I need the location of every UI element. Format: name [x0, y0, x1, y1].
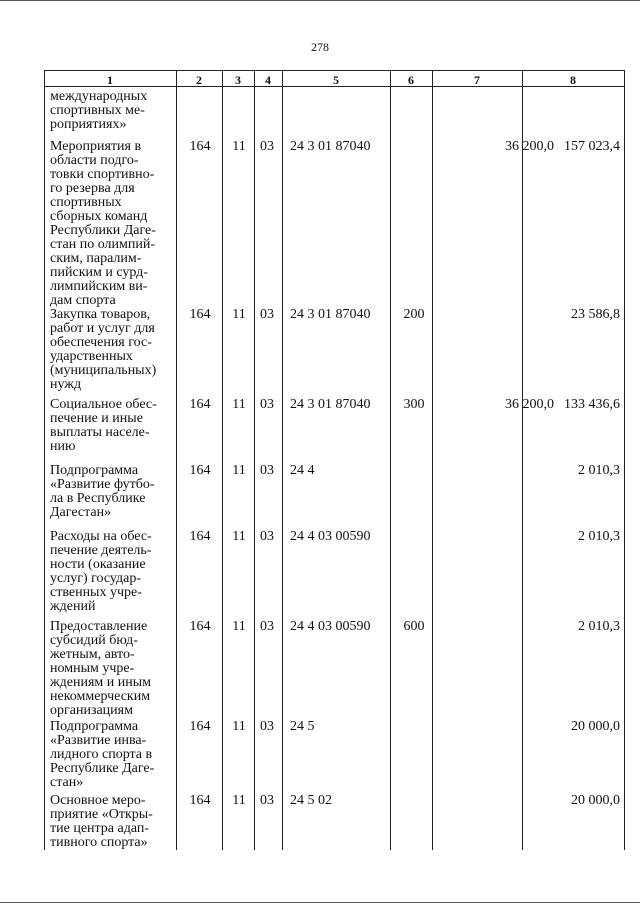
column-divider — [624, 70, 625, 850]
column-divider — [176, 70, 177, 850]
row-target-article: 24 3 01 87040 — [290, 139, 371, 154]
scan-bottom-edge — [0, 902, 640, 903]
row-subsection: 03 — [260, 307, 274, 322]
header-col-2: 2 — [196, 73, 202, 87]
row-grbs: 164 — [189, 529, 211, 544]
header-col-4: 4 — [265, 73, 271, 87]
row-grbs: 164 — [189, 463, 211, 478]
row-section: 11 — [232, 139, 246, 154]
row-name: Основное меро- приятие «Откры- тие центра адап- тивного спорта» — [50, 793, 153, 850]
budget-table — [44, 70, 625, 850]
row-name: Предоставление субсидий бюд- жетным, авто- номным учре- ждениям и иным некоммерческим организациям — [50, 619, 152, 718]
row-subsection: 03 — [260, 793, 274, 808]
row-grbs: 164 — [189, 793, 211, 808]
header-col-3: 3 — [235, 73, 241, 87]
header-col-8: 8 — [570, 73, 576, 87]
row-name: Расходы на обес- печение деятель- ности (оказание услуг) государ- ственных учре- ждений — [50, 529, 152, 614]
column-divider — [282, 70, 283, 850]
row-subsection: 03 — [260, 619, 274, 634]
row-grbs: 164 — [189, 719, 211, 734]
row-target-article: 24 3 01 87040 — [290, 307, 371, 322]
row-target-article: 24 5 — [290, 719, 315, 734]
row-value-col8: 2 010,3 — [578, 529, 620, 544]
column-divider — [254, 70, 255, 850]
row-section: 11 — [232, 719, 246, 734]
row-grbs: 164 — [189, 619, 211, 634]
row-expense-type: 300 — [403, 397, 425, 412]
column-divider — [522, 70, 523, 850]
row-value-col8: 2 010,3 — [578, 619, 620, 634]
row-subsection: 03 — [260, 719, 274, 734]
row-value-col7: 36 200,0 — [505, 397, 554, 412]
row-target-article: 24 4 — [290, 463, 315, 478]
header-col-6: 6 — [408, 73, 414, 87]
row-section: 11 — [232, 307, 246, 322]
row-subsection: 03 — [260, 139, 274, 154]
row-expense-type: 600 — [403, 619, 425, 634]
row-value-col8: 23 586,8 — [571, 307, 620, 322]
row-name: Мероприятия в области подго- товки спортивно- го резерва для спортивных сборных команд Республики Даге- стан по олимпий- ским, паралим- пийским и сурд- лимпийским ви- дам спорта — [50, 139, 156, 308]
row-subsection: 03 — [260, 397, 274, 412]
row-value-col8: 20 000,0 — [571, 793, 620, 808]
header-col-5: 5 — [333, 73, 339, 87]
row-section: 11 — [232, 397, 246, 412]
row-name: международных спортивных ме- роприятиях» — [50, 89, 148, 132]
row-grbs: 164 — [189, 307, 211, 322]
row-section: 11 — [232, 463, 246, 478]
row-grbs: 164 — [189, 139, 211, 154]
row-subsection: 03 — [260, 529, 274, 544]
row-target-article: 24 4 03 00590 — [290, 619, 371, 634]
row-name: Подпрограмма «Развитие футбо- ла в Республике Дагестан» — [50, 463, 155, 520]
header-col-1: 1 — [107, 73, 113, 87]
column-divider — [44, 70, 45, 850]
row-value-col7: 36 200,0 — [505, 139, 554, 154]
page-number: 278 — [311, 40, 329, 54]
row-value-col8: 2 010,3 — [578, 463, 620, 478]
row-value-col8: 133 436,6 — [564, 397, 620, 412]
row-subsection: 03 — [260, 463, 274, 478]
row-name: Закупка товаров, работ и услуг для обеспечения гос- ударственных (муниципальных) нужд — [50, 307, 157, 392]
header-col-7: 7 — [474, 73, 480, 87]
column-divider — [222, 70, 223, 850]
column-divider — [432, 70, 433, 850]
row-value-col8: 20 000,0 — [571, 719, 620, 734]
table-top-border — [44, 70, 625, 71]
row-name: Социальное обес- печение и иные выплаты населе- нию — [50, 397, 157, 454]
row-section: 11 — [232, 529, 246, 544]
row-target-article: 24 3 01 87040 — [290, 397, 371, 412]
row-section: 11 — [232, 793, 246, 808]
row-target-article: 24 4 03 00590 — [290, 529, 371, 544]
row-section: 11 — [232, 619, 246, 634]
row-expense-type: 200 — [403, 307, 425, 322]
scan-top-edge — [0, 0, 640, 1]
row-target-article: 24 5 02 — [290, 793, 332, 808]
row-grbs: 164 — [189, 397, 211, 412]
row-value-col8: 157 023,4 — [564, 139, 620, 154]
row-name: Подпрограмма «Развитие инва- лидного спорта в Республике Даге- стан» — [50, 719, 155, 790]
